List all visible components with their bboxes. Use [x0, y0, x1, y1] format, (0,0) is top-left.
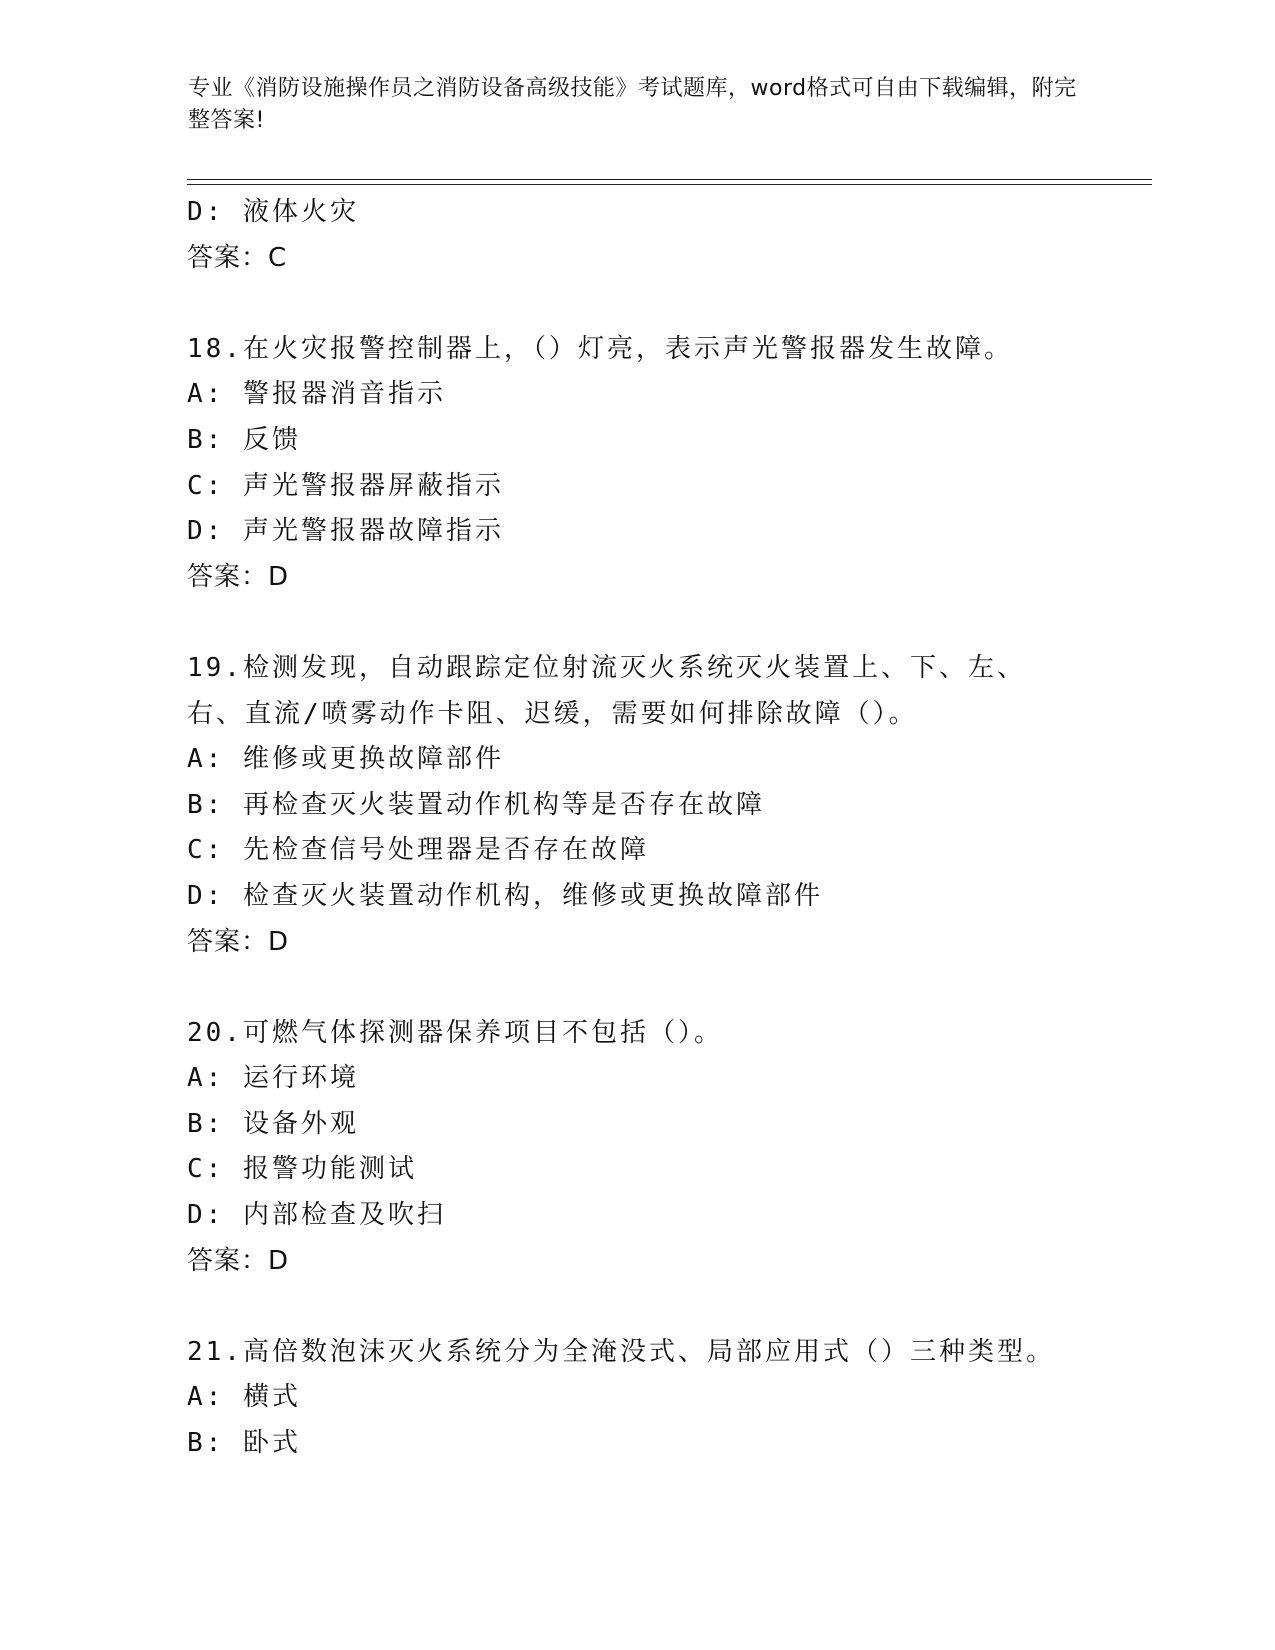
option-c: C: 先检查信号处理器是否存在故障 — [187, 835, 649, 866]
option-b: B: 再检查灭火装置动作机构等是否存在故障 — [187, 789, 765, 820]
option-a: A: 横式 — [187, 1382, 301, 1413]
option-d: D: 声光警报器故障指示 — [187, 516, 504, 547]
option-b: B: 设备外观 — [187, 1108, 359, 1139]
option-d: D: 液体火灾 — [187, 197, 359, 227]
option-c: C: 报警功能测试 — [187, 1154, 417, 1185]
spacer — [187, 281, 1147, 327]
document-header: 专业《消防设施操作员之消防设备高级技能》考试题库，word格式可自由下载编辑，附完整答案! — [188, 76, 1077, 133]
answer: 答案：D — [187, 561, 290, 592]
question-content — [187, 190, 1147, 1467]
question-stem: 18.在火灾报警控制器上，（）灯亮，表示声光警报器发生故障。 — [187, 333, 1013, 364]
option-a: A: 维修或更换故障部件 — [187, 744, 504, 775]
option-a: A: 运行环境 — [187, 1063, 359, 1094]
header-rule-top — [187, 179, 1152, 180]
question-stem: 20.可燃气体探测器保养项目不包括（）。 — [187, 1017, 723, 1048]
answer: 答案：D — [187, 926, 290, 957]
question-stem: 21.高倍数泡沫灭火系统分为全淹没式、局部应用式（）三种类型。 — [187, 1336, 1055, 1367]
spacer — [187, 965, 1147, 1011]
header-rule-bottom — [187, 184, 1152, 185]
option-a: A: 警报器消音指示 — [187, 379, 446, 410]
spacer — [187, 600, 1147, 646]
answer: 答案：C — [187, 242, 288, 273]
option-b: B: 反馈 — [187, 424, 301, 455]
option-c: C: 声光警报器屏蔽指示 — [187, 470, 504, 501]
answer: 答案：D — [187, 1245, 290, 1276]
option-d: D: 检查灭火装置动作机构，维修或更换故障部件 — [187, 880, 823, 911]
option-b: B: 卧式 — [187, 1428, 301, 1459]
option-d: D: 内部检查及吹扫 — [187, 1200, 446, 1231]
spacer — [187, 1284, 1147, 1330]
question-stem: 19.检测发现，自动跟踪定位射流灭火系统灭火装置上、下、左、右、直流/喷雾动作卡阻、迟缓，需要如何排除故障（）。 — [187, 652, 1026, 729]
